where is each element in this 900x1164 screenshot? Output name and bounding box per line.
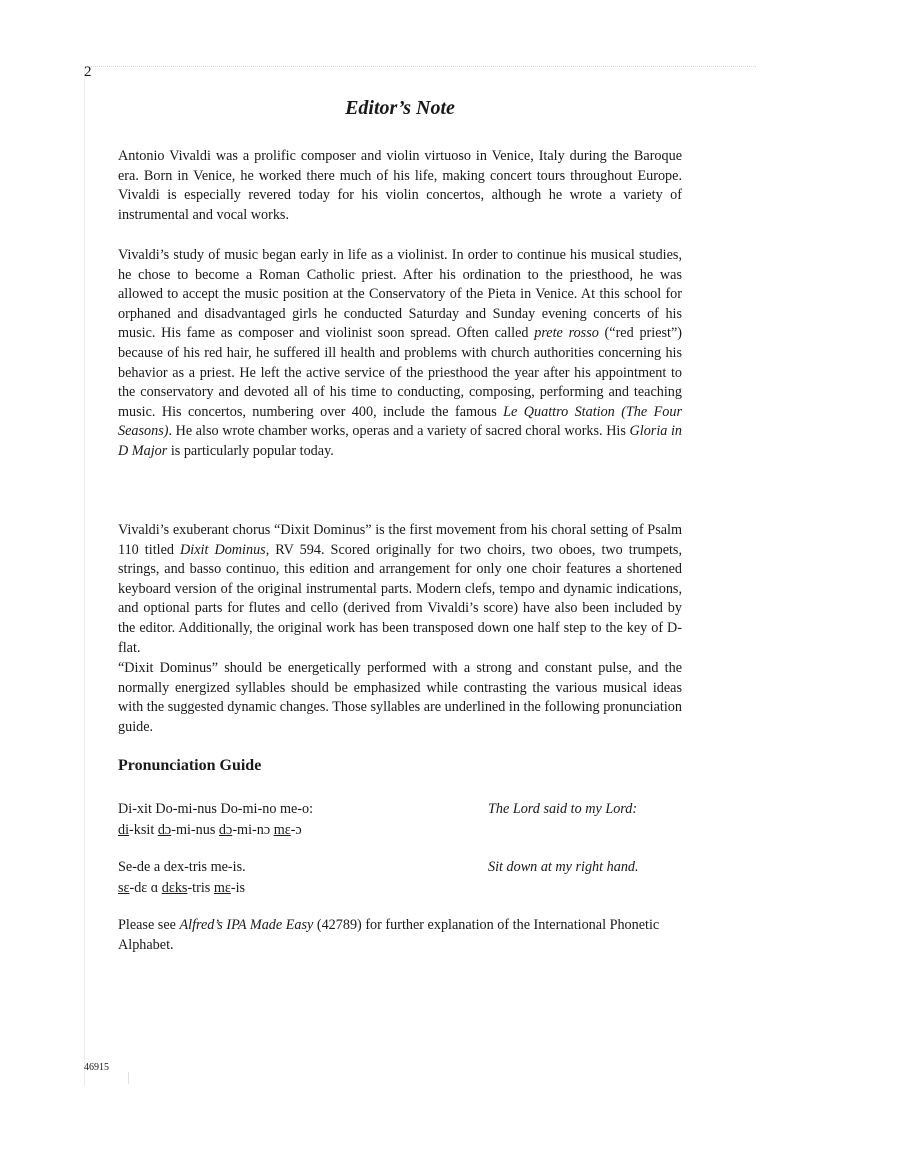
syllable: -mi-nɔ bbox=[232, 822, 274, 838]
latin-line: Di-xit Do-mi-nus Do-mi-no me-o: bbox=[118, 801, 314, 817]
catalog-mark bbox=[128, 1072, 129, 1084]
text-run: (“red priest”) because of his red hair, he suffered ill health and problems with church authorities concerning his behavior as a priest. He left the active service of the priesthood the year after his appointment to the conservatory and devoted all of his time to conducting, composing, performing and teaching music. His concertos, numbering over 400, include the famous bbox=[118, 325, 682, 420]
paragraph-performance bbox=[118, 659, 682, 737]
latin-line: Se-de a dex-tris me-is. bbox=[118, 859, 246, 875]
syllable: -is bbox=[230, 880, 246, 896]
page-title: Editor’s Note bbox=[345, 97, 455, 119]
page-left-rule bbox=[84, 66, 85, 1086]
italic-gloria: Gloria in D Major bbox=[118, 423, 682, 459]
text-run: Vivaldi’s study of music began early in life as a violinist. In order to continue his musical studies, he chose to become a Roman Catholic priest. After his ordination to the priesthood, he was allowed to accept the music position at the Conservatory of the Pieta in Venice. At this school for orphaned and disadvantaged girls he conducted Saturday and Sunday evening concerts of his music. His fame as composer and violinist soon spread. Often called bbox=[118, 247, 682, 342]
page-number: 2 bbox=[84, 64, 92, 80]
stressed-syllable: mɛ bbox=[213, 880, 231, 896]
stressed-syllable: di bbox=[118, 822, 130, 838]
stressed-syllable: dɔ bbox=[157, 822, 172, 838]
stressed-syllable: dɛks bbox=[161, 880, 188, 896]
text-run: (42789) for further explanation of the International Phonetic Alphabet. bbox=[118, 917, 660, 953]
ipa-reference-text bbox=[118, 915, 682, 955]
stressed-syllable: mɛ bbox=[273, 822, 291, 838]
pronunciation-guide-heading: Pronunciation Guide bbox=[118, 757, 262, 774]
syllable: -tris bbox=[187, 880, 214, 896]
paragraph-biography-text bbox=[118, 246, 682, 462]
syllable: -ksit bbox=[129, 822, 158, 838]
italic-prete-rosso: prete rosso bbox=[534, 325, 599, 342]
paragraph-intro bbox=[118, 147, 682, 225]
text-run: , RV 594. Scored originally for two choirs, two oboes, two trumpets, strings, and basso continuo, this edition and arrangement for only one choir features a shortened keyboard version of the original instrumental parts. Modern clefs, tempo and dynamic indications, and optional parts for flutes and cello (derived from Vivaldi’s score) have also been included by the editor. Additionally, the original work has been transposed down one half step to the key of D-flat. bbox=[118, 541, 683, 656]
paragraph-performance-text: “Dixit Dominus” should be energetically performed with a strong and constant pulse, and the normally energized syllables should be emphasized while contrasting the various musical ideas with the suggested dynamic changes. Those syllables are underlined in the following pronunciation guide. bbox=[118, 660, 682, 735]
ipa-line bbox=[118, 820, 478, 841]
text-run: Please see bbox=[118, 917, 180, 933]
catalog-number: 46915 bbox=[84, 1062, 109, 1073]
translation: Sit down at my right hand. bbox=[488, 859, 639, 875]
translation: The Lord said to my Lord: bbox=[488, 801, 638, 817]
paragraph-work-text bbox=[118, 521, 682, 658]
stressed-syllable: sɛ bbox=[118, 880, 130, 896]
page-top-rule bbox=[84, 66, 756, 67]
text-run: . He also wrote chamber works, operas and a variety of sacred choral works. His bbox=[168, 423, 630, 440]
pronunciation-text bbox=[118, 799, 478, 841]
text-run: Vivaldi’s exuberant chorus “Dixit Dominus” is the first movement from his choral setting of Psalm 110 titled bbox=[118, 522, 682, 558]
italic-book-title: Alfred’s IPA Made Easy bbox=[179, 917, 314, 933]
italic-four-seasons: Le Quattro Station (The Four Seasons) bbox=[118, 403, 682, 440]
paragraph-work bbox=[118, 521, 682, 658]
syllable: -ɔ bbox=[290, 822, 302, 838]
paragraph-biography bbox=[118, 246, 682, 462]
text-run: is particularly popular today. bbox=[167, 442, 334, 459]
pronunciation-text bbox=[118, 857, 478, 899]
syllable: -mi-nus bbox=[171, 822, 219, 838]
syllable: -dɛ ɑ bbox=[129, 880, 162, 896]
italic-dixit-dominus: Dixit Dominus bbox=[180, 541, 266, 558]
paragraph-intro-text: Antonio Vivaldi was a prolific composer and violin virtuoso in Venice, Italy during the Baroque era. Born in Venice, he worked there much of his life, making concert tours throughout Europe. Vivaldi is especially revered today for his violin concertos, although he wrote a variety of instrumental and vocal works. bbox=[118, 148, 682, 223]
ipa-reference-note bbox=[118, 915, 682, 955]
stressed-syllable: dɔ bbox=[218, 822, 233, 838]
ipa-line bbox=[118, 878, 478, 899]
